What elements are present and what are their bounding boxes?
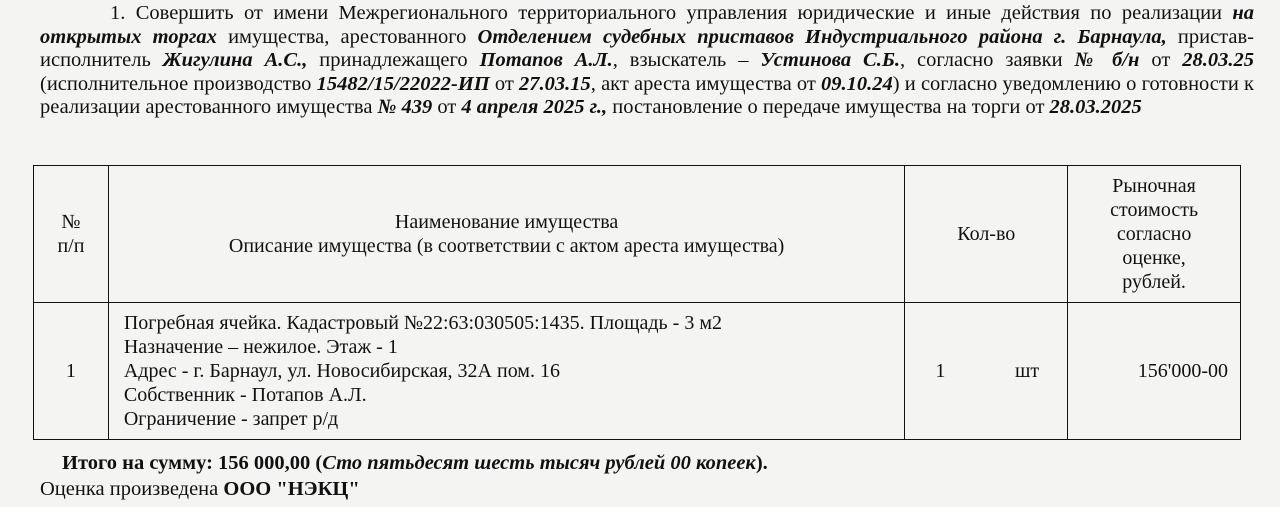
claimant-name: Устинова С.Б. (760, 49, 900, 72)
row-price: 156'000-00 (1068, 303, 1241, 440)
text-segment: ) и согласно уведомлению о готовности к реализации арестованного имущества (40, 72, 1254, 119)
quantity-value: 1 (935, 360, 946, 382)
quantity-unit: шт (1015, 360, 1040, 382)
table-row (34, 303, 1241, 440)
text-segment: 1. Совершить от имени Межрегионального территориального управления юридические и иные действия по реализации (110, 2, 1233, 24)
instruction-paragraph (40, 2, 1254, 120)
text-segment: , взыскатель – (612, 49, 761, 72)
text-segment: от (432, 96, 462, 119)
appraisal-line: Оценка произведена ООО "НЭКЦ" (40, 478, 360, 500)
owner-name: Потапов А.Л. (479, 49, 613, 72)
transfer-date: 28.03.2025 (1049, 96, 1142, 119)
text-segment: принадлежащего (307, 49, 480, 72)
text-segment: имущества, арестованного (216, 25, 478, 48)
assets-table (33, 165, 1241, 440)
application-date: 28.03.25 (1182, 49, 1254, 72)
text-segment: пристав-исполнитель (40, 25, 1254, 72)
auction-type: на открытых торгах (40, 2, 1254, 48)
header-price: Рыночная стоимость согласно оценке, рублей. (1068, 166, 1241, 303)
row-number: 1 (34, 303, 109, 440)
arrest-date: 09.10.24 (821, 72, 893, 95)
text-segment: от (1139, 49, 1183, 72)
notice-number: № 439 (377, 96, 433, 119)
application-number: № б/н (1074, 49, 1140, 72)
total-in-words: Сто пятьдесят шесть тысяч рублей 00 копеек (322, 452, 756, 474)
header-number: № п/п (34, 166, 109, 303)
appraiser-org: ООО "НЭКЦ" (223, 478, 360, 500)
case-number: 15482/15/22022-ИП (316, 72, 490, 95)
text-segment: , акт ареста имущества от (590, 72, 822, 95)
bailiff-name: Жигулина А.С., (162, 49, 308, 72)
text-segment: от (489, 72, 520, 95)
text-segment: постановление о передаче имущества на торги от (607, 96, 1050, 119)
bailiff-department: Отделением судебных приставов Индустриального района г. Барнаула, (477, 25, 1167, 48)
header-name: Наименование имущества Описание имущества (в соответствии с актом ареста имущества) (108, 166, 905, 303)
row-description: Погребная ячейка. Кадастровый №22:63:030505:1435. Площадь - 3 м2 Назначение – нежилое. Этаж - 1 Адрес - г. Барнаул, ул. Новосибирская, 32А пом. 16 Собственник - Потапов А.Л. Ограничение - запрет р/д (108, 303, 905, 440)
table-header-row (34, 166, 1241, 303)
text-segment: (исполнительное производство (40, 72, 317, 95)
notice-date: 4 апреля 2025 г., (461, 96, 608, 119)
case-date: 27.03.15 (519, 72, 591, 95)
total-amount: Итого на сумму: 156 000,00 (Сто пятьдесят шесть тысяч рублей 00 копеек). (62, 452, 768, 474)
text-segment: , согласно заявки (899, 49, 1075, 72)
row-quantity (905, 303, 1068, 440)
header-quantity: Кол-во (905, 166, 1068, 303)
